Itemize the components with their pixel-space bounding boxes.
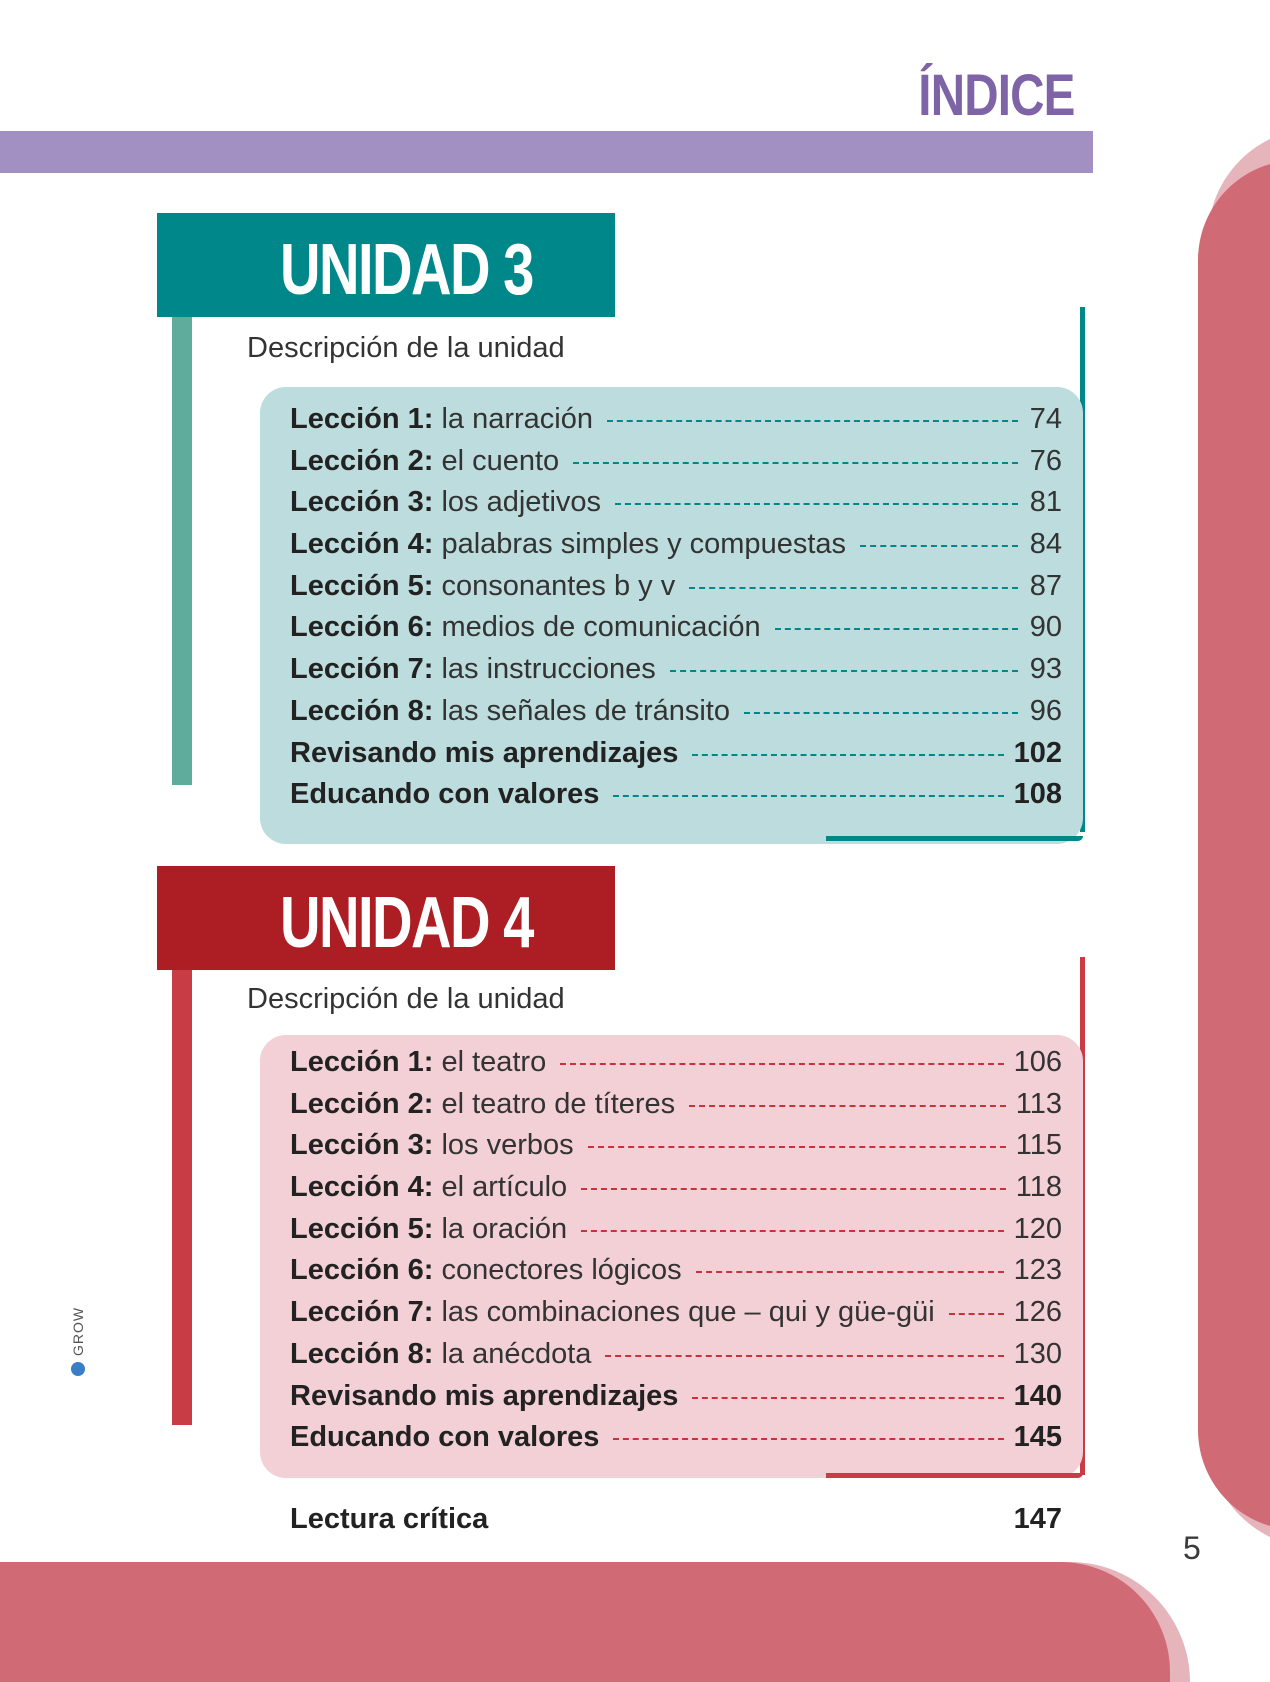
- lesson-box-underline: [826, 836, 1083, 841]
- toc-entry-title: la narración: [441, 403, 593, 435]
- toc-entry-title: el teatro de títeres: [441, 1087, 676, 1120]
- toc-entry-title: el teatro: [441, 1046, 547, 1078]
- toc-entry[interactable]: [290, 570, 1062, 612]
- unit-side-bar: [172, 317, 192, 785]
- leader-dots: [613, 794, 1003, 797]
- toc-entry[interactable]: [290, 1213, 1062, 1255]
- toc-entry-page: 81: [1029, 486, 1062, 519]
- toc-entry[interactable]: [290, 611, 1062, 653]
- toc-entry-label: Lección 8:: [290, 694, 434, 727]
- toc-entry-page: 106: [1013, 1046, 1062, 1078]
- toc-entry-title: consonantes b y v: [441, 569, 676, 602]
- lesson-box-underline: [826, 1473, 1083, 1478]
- unit-description: Descripción de la unidad: [247, 983, 565, 1015]
- leader-dots: [692, 1396, 1003, 1399]
- toc-entry-title: el cuento: [441, 444, 560, 477]
- toc-entry[interactable]: [290, 403, 1062, 445]
- toc-entry[interactable]: [290, 528, 1062, 570]
- toc-entry-title: las instrucciones: [441, 653, 656, 686]
- leader-dots: [588, 1145, 1006, 1148]
- toc-entry[interactable]: [290, 1296, 1062, 1338]
- toc-entry-label: Lección 2:: [290, 1087, 434, 1120]
- toc-entry-page: 118: [1015, 1171, 1062, 1204]
- brand-mark: [70, 1307, 86, 1376]
- toc-entry-label: Lección 5:: [290, 569, 434, 602]
- toc-entry-page: 90: [1029, 611, 1062, 644]
- toc-entry-page: 147: [1013, 1503, 1062, 1535]
- leader-dots: [775, 627, 1018, 630]
- toc-entry-title: conectores lógicos: [441, 1254, 682, 1287]
- toc-entry-label: Lección 4:: [290, 528, 434, 561]
- leader-dots: [613, 1437, 1003, 1440]
- toc-entry[interactable]: [290, 1088, 1062, 1130]
- unit-title: UNIDAD 3: [280, 230, 533, 310]
- leader-dots: [692, 753, 1003, 756]
- leader-dots: [607, 419, 1018, 422]
- toc-entry-label: Lección 8:: [290, 1337, 434, 1370]
- unit-side-bar: [172, 970, 192, 1425]
- toc-entry-title: la anécdota: [441, 1337, 592, 1370]
- toc-entry-page: 108: [1013, 778, 1062, 811]
- toc-entry[interactable]: [290, 1254, 1062, 1296]
- toc-entry[interactable]: [290, 1380, 1062, 1422]
- toc-entry-page: 93: [1029, 653, 1062, 686]
- toc-entry-page: 113: [1015, 1087, 1062, 1120]
- toc-entry-page: 123: [1013, 1254, 1062, 1287]
- toc-entry-label: Lección 7:: [290, 653, 434, 686]
- decorative-right-band: [1198, 160, 1270, 1530]
- toc-entry-label: Lección 1:: [290, 403, 434, 435]
- leader-dots: [573, 461, 1018, 464]
- leader-dots: [860, 544, 1018, 547]
- toc-entry-page: 84: [1029, 528, 1062, 561]
- toc-entry-page: 74: [1029, 403, 1062, 435]
- toc-entry-title: el artículo: [441, 1171, 568, 1204]
- toc-entry-page: 87: [1029, 569, 1062, 602]
- leader-dots: [689, 586, 1018, 589]
- toc-entry-label: Lección 6:: [290, 611, 434, 644]
- unit-banner: [157, 213, 615, 317]
- leader-dots: [605, 1354, 1003, 1357]
- leader-dots: [581, 1229, 1003, 1232]
- toc-entry-label: Revisando mis aprendizajes: [290, 736, 679, 769]
- toc-entry-page: 126: [1013, 1296, 1062, 1329]
- toc-entry-page: 76: [1029, 444, 1062, 477]
- toc-list: [290, 403, 1062, 820]
- toc-entry-label: Educando con valores: [290, 1421, 600, 1454]
- leader-dots: [581, 1187, 1006, 1190]
- toc-entry[interactable]: [290, 1421, 1062, 1463]
- toc-entry-label: Lección 6:: [290, 1254, 434, 1287]
- toc-entry[interactable]: [290, 695, 1062, 737]
- grow-logo-icon: [71, 1362, 85, 1376]
- page-number: 5: [1183, 1530, 1201, 1566]
- toc-entry[interactable]: [290, 486, 1062, 528]
- toc-entry-page: 102: [1013, 736, 1062, 769]
- leader-dots: [670, 669, 1018, 672]
- leader-dots: [744, 711, 1018, 714]
- toc-entry[interactable]: [290, 653, 1062, 695]
- unit-description: Descripción de la unidad: [247, 332, 565, 364]
- leader-dots: [696, 1270, 1004, 1273]
- toc-entry-label: Lección 2:: [290, 444, 434, 477]
- toc-entry-final[interactable]: [290, 1503, 1062, 1536]
- toc-entry-title: los adjetivos: [441, 486, 602, 519]
- leader-dots: [615, 502, 1018, 505]
- toc-entry-title: las señales de tránsito: [441, 694, 730, 727]
- toc-entry[interactable]: [290, 778, 1062, 820]
- toc-entry-title: medios de comunicación: [441, 611, 761, 644]
- toc-entry-page: 130: [1013, 1337, 1062, 1370]
- toc-entry-title: la oración: [441, 1212, 568, 1245]
- toc-entry-title: las combinaciones que – qui y güe-güi: [441, 1296, 935, 1329]
- header-band: [0, 131, 1093, 173]
- toc-list: [290, 1046, 1062, 1463]
- toc-entry-label: Revisando mis aprendizajes: [290, 1379, 679, 1412]
- toc-entry-title: los verbos: [441, 1129, 574, 1162]
- unit-banner: [157, 866, 615, 970]
- leader-dots: [560, 1062, 1003, 1065]
- toc-entry[interactable]: [290, 1046, 1062, 1088]
- toc-entry-page: 145: [1013, 1421, 1062, 1454]
- toc-entry-label: Lección 7:: [290, 1296, 434, 1329]
- toc-entry-page: 96: [1029, 694, 1062, 727]
- toc-entry[interactable]: [290, 1338, 1062, 1380]
- toc-entry-page: 120: [1013, 1212, 1062, 1245]
- page-title: ÍNDICE: [918, 63, 1075, 128]
- leader-dots: [689, 1104, 1006, 1107]
- toc-entry[interactable]: [290, 445, 1062, 487]
- toc-entry-page: 115: [1015, 1129, 1062, 1162]
- toc-entry-label: Lección 4:: [290, 1171, 434, 1204]
- unit-title: UNIDAD 4: [280, 883, 533, 963]
- toc-entry-label: Lección 3:: [290, 1129, 434, 1162]
- leader-dots: [949, 1312, 1004, 1315]
- toc-entry-label: Lección 3:: [290, 486, 434, 519]
- toc-entry-label: Lección 5:: [290, 1212, 434, 1245]
- brand-name: GROW: [70, 1306, 86, 1356]
- decorative-bottom-band: [0, 1562, 1170, 1682]
- toc-entry-label: Lectura crítica: [290, 1503, 489, 1535]
- toc-entry-label: Educando con valores: [290, 778, 600, 811]
- toc-entry-label: Lección 1:: [290, 1046, 434, 1078]
- toc-entry[interactable]: [290, 1129, 1062, 1171]
- toc-entry-page: 140: [1013, 1379, 1062, 1412]
- toc-entry[interactable]: [290, 737, 1062, 779]
- toc-entry[interactable]: [290, 1171, 1062, 1213]
- toc-entry-title: palabras simples y compuestas: [441, 528, 847, 561]
